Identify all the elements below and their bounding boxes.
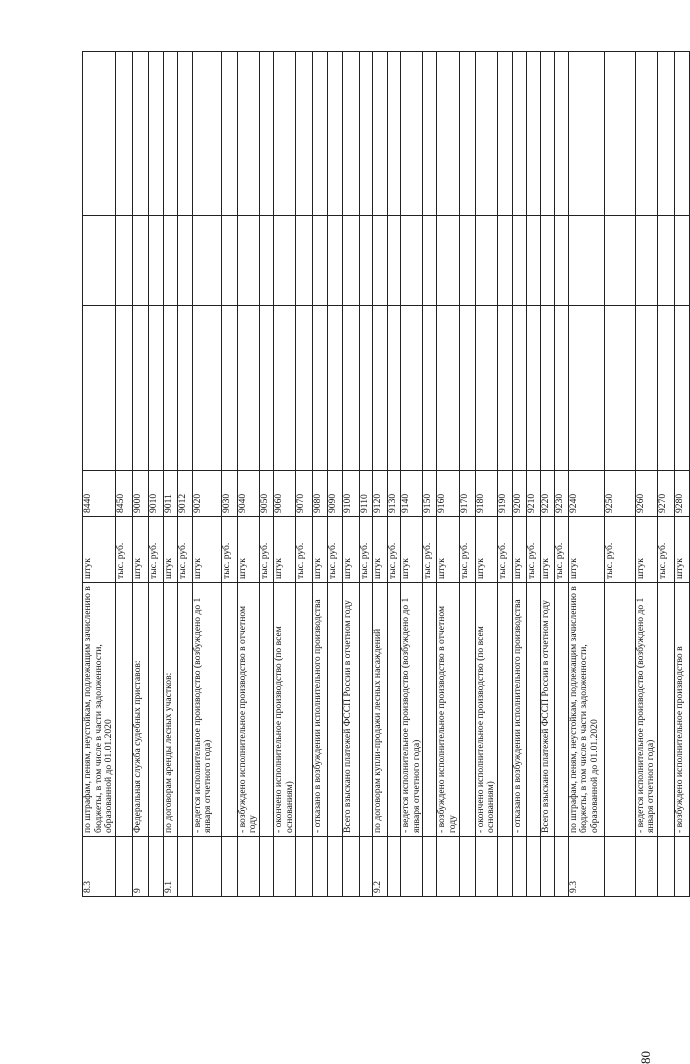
table-row	[674, 52, 689, 897]
row-value-cell	[163, 52, 177, 216]
row-unit-cell: тыс. руб.	[388, 517, 401, 583]
row-number-cell	[148, 837, 163, 897]
row-value-cell	[423, 52, 437, 216]
row-number-cell	[177, 837, 192, 897]
row-value-cell	[259, 52, 273, 216]
row-code-cell: 9160	[437, 471, 459, 517]
row-code-cell: 9030	[221, 471, 237, 517]
row-description-cell	[554, 583, 568, 837]
row-code-cell: 9170	[459, 471, 475, 517]
row-unit-cell: тыс. руб.	[177, 517, 192, 583]
row-description-cell	[459, 583, 475, 837]
row-number-cell: 9	[132, 837, 148, 897]
row-value-cell	[221, 52, 237, 216]
row-value-cell	[132, 52, 148, 216]
row-unit-cell: тыс. руб.	[296, 517, 313, 583]
row-value-cell	[568, 216, 604, 306]
row-unit-cell: штук	[343, 517, 360, 583]
row-value-cell	[554, 306, 568, 471]
row-number-cell	[475, 837, 497, 897]
row-code-cell: 9010	[148, 471, 163, 517]
row-description-cell	[360, 583, 373, 837]
report-table	[82, 51, 690, 897]
row-value-cell	[657, 216, 674, 306]
row-value-cell	[328, 52, 343, 216]
row-number-cell	[423, 837, 437, 897]
row-value-cell	[328, 216, 343, 306]
table-row	[526, 52, 540, 897]
row-value-cell	[296, 216, 313, 306]
row-description-cell	[296, 583, 313, 837]
row-description-cell: - возбуждено исполнительное производство в отчетном году	[237, 583, 259, 837]
row-unit-cell: тыс. руб.	[604, 517, 635, 583]
table-row	[259, 52, 273, 897]
row-value-cell	[259, 216, 273, 306]
row-description-cell: Всего взыскано платежей ФССП России в отчетном году	[343, 583, 360, 837]
row-value-cell	[132, 216, 148, 306]
row-value-cell	[177, 306, 192, 471]
row-value-cell	[192, 216, 221, 306]
row-code-cell: 9120	[373, 471, 388, 517]
row-value-cell	[437, 52, 459, 216]
row-value-cell	[388, 216, 401, 306]
row-value-cell	[554, 216, 568, 306]
row-value-cell	[401, 52, 423, 216]
table-row	[221, 52, 237, 897]
row-value-cell	[674, 52, 689, 216]
row-value-cell	[568, 306, 604, 471]
row-description-cell: - отказано в возбуждении исполнительного производства	[512, 583, 526, 837]
row-description-cell	[115, 583, 132, 837]
row-code-cell: 9012	[177, 471, 192, 517]
row-value-cell	[115, 52, 132, 216]
row-unit-cell: штук	[540, 517, 554, 583]
row-value-cell	[540, 52, 554, 216]
table-row	[296, 52, 313, 897]
row-code-cell: 9230	[554, 471, 568, 517]
row-description-cell	[423, 583, 437, 837]
row-unit-cell: тыс. руб.	[148, 517, 163, 583]
row-description-cell: - отказано в возбуждении исполнительного производства	[313, 583, 328, 837]
row-number-cell	[273, 837, 295, 897]
row-code-cell: 9180	[475, 471, 497, 517]
table-row	[115, 52, 132, 897]
row-number-cell	[437, 837, 459, 897]
table-row	[423, 52, 437, 897]
row-value-cell	[475, 216, 497, 306]
row-value-cell	[237, 306, 259, 471]
row-unit-cell: штук	[475, 517, 497, 583]
row-value-cell	[437, 216, 459, 306]
row-unit-cell: тыс. руб.	[423, 517, 437, 583]
row-value-cell	[221, 216, 237, 306]
row-value-cell	[497, 216, 512, 306]
table-row	[540, 52, 554, 897]
report-table-body	[83, 52, 690, 897]
row-unit-cell: тыс. руб.	[526, 517, 540, 583]
table-row	[401, 52, 423, 897]
row-number-cell	[674, 837, 689, 897]
row-unit-cell: штук	[313, 517, 328, 583]
row-value-cell	[237, 52, 259, 216]
row-value-cell	[273, 306, 295, 471]
row-value-cell	[273, 52, 295, 216]
row-number-cell	[459, 837, 475, 897]
row-value-cell	[526, 52, 540, 216]
row-code-cell: 9200	[512, 471, 526, 517]
row-value-cell	[657, 306, 674, 471]
row-value-cell	[313, 306, 328, 471]
row-unit-cell: штук	[273, 517, 295, 583]
table-row	[437, 52, 459, 897]
row-code-cell: 9060	[273, 471, 295, 517]
row-value-cell	[401, 216, 423, 306]
row-code-cell: 9210	[526, 471, 540, 517]
row-value-cell	[526, 216, 540, 306]
row-number-cell	[115, 837, 132, 897]
row-value-cell	[423, 306, 437, 471]
row-value-cell	[388, 52, 401, 216]
row-value-cell	[373, 216, 388, 306]
row-value-cell	[360, 216, 373, 306]
row-number-cell	[604, 837, 635, 897]
row-number-cell	[296, 837, 313, 897]
row-value-cell	[604, 306, 635, 471]
row-value-cell	[296, 306, 313, 471]
row-code-cell: 9190	[497, 471, 512, 517]
row-value-cell	[423, 216, 437, 306]
row-value-cell	[540, 216, 554, 306]
row-value-cell	[459, 52, 475, 216]
table-row	[459, 52, 475, 897]
row-code-cell: 9240	[568, 471, 604, 517]
row-number-cell	[221, 837, 237, 897]
table-row	[635, 52, 657, 897]
row-number-cell: 9.3	[568, 837, 604, 897]
row-description-cell: - ведется исполнительное производство (возбуждено до 1 января отчетного года)	[192, 583, 221, 837]
table-row	[360, 52, 373, 897]
table-row	[568, 52, 604, 897]
row-value-cell	[192, 306, 221, 471]
row-value-cell	[401, 306, 423, 471]
row-code-cell: 9100	[343, 471, 360, 517]
row-description-cell	[328, 583, 343, 837]
table-row	[512, 52, 526, 897]
row-value-cell	[437, 306, 459, 471]
row-code-cell: 9140	[401, 471, 423, 517]
row-value-cell	[343, 306, 360, 471]
row-value-cell	[373, 52, 388, 216]
row-value-cell	[497, 306, 512, 471]
row-description-cell: - окончено исполнительное производство (по всем основаниям)	[475, 583, 497, 837]
table-row	[388, 52, 401, 897]
row-code-cell: 9050	[259, 471, 273, 517]
row-value-cell	[163, 216, 177, 306]
row-description-cell	[388, 583, 401, 837]
row-number-cell: 9.1	[163, 837, 177, 897]
row-number-cell: 8.3	[83, 837, 116, 897]
table-row	[192, 52, 221, 897]
row-unit-cell: штук	[192, 517, 221, 583]
row-value-cell	[237, 216, 259, 306]
row-description-cell	[604, 583, 635, 837]
row-value-cell	[221, 306, 237, 471]
row-unit-cell: тыс. руб.	[115, 517, 132, 583]
table-row	[475, 52, 497, 897]
row-description-cell: Федеральная служба судебных приставов:	[132, 583, 148, 837]
row-description-cell: - возбуждено исполнительное производство в отчетном году	[437, 583, 459, 837]
row-number-cell	[343, 837, 360, 897]
row-value-cell	[115, 216, 132, 306]
row-number-cell	[313, 837, 328, 897]
row-value-cell	[83, 52, 116, 216]
row-code-cell: 9070	[296, 471, 313, 517]
row-description-cell: по договорам аренды лесных участков:	[163, 583, 177, 837]
row-unit-cell: тыс. руб.	[459, 517, 475, 583]
row-number-cell	[540, 837, 554, 897]
row-code-cell: 8450	[115, 471, 132, 517]
row-unit-cell: штук	[83, 517, 116, 583]
row-number-cell	[526, 837, 540, 897]
row-code-cell: 9270	[657, 471, 674, 517]
row-value-cell	[163, 306, 177, 471]
row-code-cell: 9130	[388, 471, 401, 517]
row-value-cell	[83, 306, 116, 471]
row-value-cell	[148, 216, 163, 306]
row-description-cell: - ведется исполнительное производство (возбуждено до 1 января отчетного года)	[401, 583, 423, 837]
row-description-cell	[221, 583, 237, 837]
table-row	[237, 52, 259, 897]
row-description-cell: - ведется исполнительное производство (возбуждено до 1 января отчетного года)	[635, 583, 657, 837]
row-code-cell: 9260	[635, 471, 657, 517]
row-value-cell	[115, 306, 132, 471]
row-code-cell: 9150	[423, 471, 437, 517]
row-value-cell	[657, 52, 674, 216]
row-value-cell	[497, 52, 512, 216]
row-unit-cell: тыс. руб.	[328, 517, 343, 583]
row-value-cell	[540, 306, 554, 471]
table-row	[497, 52, 512, 897]
table-row	[163, 52, 177, 897]
row-number-cell	[497, 837, 512, 897]
row-value-cell	[360, 306, 373, 471]
row-unit-cell: тыс. руб.	[554, 517, 568, 583]
row-unit-cell: штук	[635, 517, 657, 583]
row-unit-cell: тыс. руб.	[497, 517, 512, 583]
row-value-cell	[360, 52, 373, 216]
row-unit-cell: тыс. руб.	[259, 517, 273, 583]
row-unit-cell: тыс. руб.	[221, 517, 237, 583]
row-value-cell	[459, 216, 475, 306]
table-row	[328, 52, 343, 897]
page-number-text: 80	[638, 1051, 653, 1064]
row-code-cell: 9280	[674, 471, 689, 517]
table-row	[657, 52, 674, 897]
table-row	[132, 52, 148, 897]
row-number-cell	[401, 837, 423, 897]
row-code-cell: 9220	[540, 471, 554, 517]
table-row	[177, 52, 192, 897]
row-number-cell	[328, 837, 343, 897]
row-value-cell	[512, 52, 526, 216]
row-value-cell	[554, 52, 568, 216]
row-number-cell	[388, 837, 401, 897]
row-code-cell: 9250	[604, 471, 635, 517]
row-description-cell	[177, 583, 192, 837]
row-code-cell: 9110	[360, 471, 373, 517]
row-description-cell: Всего взыскано платежей ФССП России в отчетном году	[540, 583, 554, 837]
row-value-cell	[313, 216, 328, 306]
row-number-cell	[259, 837, 273, 897]
row-value-cell	[192, 52, 221, 216]
row-value-cell	[373, 306, 388, 471]
row-value-cell	[512, 306, 526, 471]
row-unit-cell: штук	[373, 517, 388, 583]
row-value-cell	[635, 216, 657, 306]
row-value-cell	[313, 52, 328, 216]
row-value-cell	[259, 306, 273, 471]
row-description-cell: - окончено исполнительное производство (по всем основаниям)	[273, 583, 295, 837]
row-unit-cell: штук	[132, 517, 148, 583]
row-value-cell	[343, 216, 360, 306]
row-value-cell	[328, 306, 343, 471]
row-code-cell: 9080	[313, 471, 328, 517]
row-value-cell	[475, 306, 497, 471]
row-value-cell	[132, 306, 148, 471]
row-value-cell	[604, 52, 635, 216]
row-description-cell	[657, 583, 674, 837]
row-description-cell: по договорам купли-продажи лесных насаждений	[373, 583, 388, 837]
row-value-cell	[635, 52, 657, 216]
row-code-cell: 9020	[192, 471, 221, 517]
row-number-cell: 9.2	[373, 837, 388, 897]
row-value-cell	[604, 216, 635, 306]
table-row	[148, 52, 163, 897]
row-value-cell	[512, 216, 526, 306]
row-value-cell	[674, 216, 689, 306]
report-sheet	[82, 52, 685, 897]
row-value-cell	[148, 52, 163, 216]
row-value-cell	[388, 306, 401, 471]
row-code-cell: 9040	[237, 471, 259, 517]
row-number-cell	[360, 837, 373, 897]
row-code-cell: 8440	[83, 471, 116, 517]
row-value-cell	[148, 306, 163, 471]
rotated-table-wrapper	[82, 52, 685, 897]
row-value-cell	[568, 52, 604, 216]
row-code-cell: 9090	[328, 471, 343, 517]
row-number-cell	[237, 837, 259, 897]
row-unit-cell: штук	[237, 517, 259, 583]
row-unit-cell: штук	[568, 517, 604, 583]
row-description-cell: по штрафам, пеням, неустойкам, подлежащим зачислению в бюджеты, в том числе в части задолженности, образованной до 01.01.2020	[568, 583, 604, 837]
table-row	[83, 52, 116, 897]
row-unit-cell: тыс. руб.	[360, 517, 373, 583]
row-unit-cell: штук	[437, 517, 459, 583]
row-value-cell	[459, 306, 475, 471]
row-unit-cell: штук	[512, 517, 526, 583]
row-description-cell	[497, 583, 512, 837]
row-number-cell	[512, 837, 526, 897]
row-value-cell	[83, 216, 116, 306]
row-value-cell	[526, 306, 540, 471]
row-number-cell	[635, 837, 657, 897]
row-number-cell	[554, 837, 568, 897]
row-value-cell	[343, 52, 360, 216]
row-value-cell	[177, 216, 192, 306]
row-number-cell	[657, 837, 674, 897]
table-row	[343, 52, 360, 897]
row-value-cell	[273, 216, 295, 306]
row-description-cell	[259, 583, 273, 837]
row-value-cell	[475, 52, 497, 216]
row-number-cell	[192, 837, 221, 897]
row-unit-cell: штук	[401, 517, 423, 583]
row-value-cell	[674, 306, 689, 471]
row-description-cell	[526, 583, 540, 837]
row-value-cell	[635, 306, 657, 471]
table-row	[373, 52, 388, 897]
row-description-cell	[148, 583, 163, 837]
table-row	[273, 52, 295, 897]
row-description-cell: по штрафам, пеням, неустойкам, подлежащим зачислению в бюджеты, в том числе в части задолженности, образованной до 01.01.2020	[83, 583, 116, 837]
row-value-cell	[296, 52, 313, 216]
row-value-cell	[177, 52, 192, 216]
table-row	[554, 52, 568, 897]
table-row	[313, 52, 328, 897]
table-row	[604, 52, 635, 897]
row-description-cell: - возбуждено исполнительное производство в	[674, 583, 689, 837]
row-unit-cell: тыс. руб.	[657, 517, 674, 583]
row-unit-cell: штук	[674, 517, 689, 583]
row-code-cell: 9011	[163, 471, 177, 517]
row-code-cell: 9000	[132, 471, 148, 517]
row-unit-cell: штук	[163, 517, 177, 583]
